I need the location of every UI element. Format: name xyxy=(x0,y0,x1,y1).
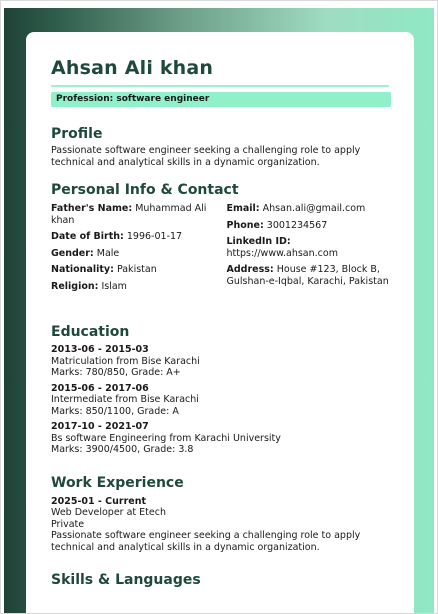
field-linkedin xyxy=(227,236,391,259)
section-title-education: Education xyxy=(51,324,130,340)
education-desc: Bs software Engineering from Karachi University xyxy=(51,432,281,444)
section-title-skills-languages: Skills & Languages xyxy=(51,572,201,588)
work-item xyxy=(51,496,390,554)
field-label: Religion: xyxy=(51,280,99,292)
field-date-of-birth xyxy=(51,231,219,243)
field-value: https://www.ahsan.com xyxy=(226,247,338,259)
field-phone xyxy=(227,220,391,232)
resume-card xyxy=(26,32,414,614)
personal-info-grid xyxy=(51,203,390,297)
section-title-work-experience: Work Experience xyxy=(51,474,184,491)
profile-text: Passionate software engineer seeking a challenging role to apply technical and analytical skills in a dynamic organization. xyxy=(51,145,361,168)
field-value: Ahsan.ali@gmail.com xyxy=(262,203,366,214)
field-email xyxy=(227,203,391,215)
field-nationality xyxy=(51,264,219,276)
field-label: Date of Birth: xyxy=(51,231,124,242)
work-role: Web Developer at Etech xyxy=(51,507,166,518)
field-label: LinkedIn ID: xyxy=(226,236,291,247)
education-marks: Marks: 780/850, Grade: A+ xyxy=(51,367,181,378)
education-marks: Marks: 850/1100, Grade: A xyxy=(51,405,179,417)
field-address xyxy=(227,264,391,287)
section-title-profile: Profile xyxy=(51,126,103,142)
field-label: Nationality: xyxy=(51,264,114,275)
work-type: Private xyxy=(51,518,85,530)
personal-info-right-column xyxy=(227,203,391,297)
section-title-personal-info: Personal Info & Contact xyxy=(51,182,239,198)
field-value: Muhammad Ali khan xyxy=(51,203,207,226)
field-gender xyxy=(51,248,219,260)
profession-banner: Profession: software engineer xyxy=(51,92,391,107)
education-desc: Intermediate from Bise Karachi xyxy=(51,394,199,405)
education-item xyxy=(51,383,390,418)
field-value: Pakistan xyxy=(116,264,157,275)
work-date: 2025-01 - Current xyxy=(51,495,147,507)
field-label: Address: xyxy=(226,264,274,275)
field-label: Father's Name: xyxy=(51,203,133,214)
education-marks: Marks: 3900/4500, Grade: 3.8 xyxy=(51,444,194,455)
field-fathers-name xyxy=(51,203,219,226)
personal-info-left-column xyxy=(51,203,227,297)
work-desc: Passionate software engineer seeking a challenging role to apply technical and analytical skills in a dynamic organization. xyxy=(51,530,361,553)
education-date: 2015-06 - 2017-06 xyxy=(51,382,149,394)
name-divider xyxy=(51,85,389,87)
education-date: 2017-10 - 2021-07 xyxy=(51,421,149,432)
education-item xyxy=(51,421,390,456)
field-value: 1996-01-17 xyxy=(126,231,183,242)
field-value: House #123, Block B, Gulshan-e-Iqbal, Karachi, Pakistan xyxy=(226,264,389,287)
education-desc: Matriculation from Bise Karachi xyxy=(51,355,200,367)
education-list xyxy=(51,344,390,456)
field-religion xyxy=(51,281,219,293)
education-item xyxy=(51,344,390,379)
education-date: 2013-06 - 2015-03 xyxy=(51,344,149,355)
field-label: Gender: xyxy=(51,247,94,259)
field-label: Phone: xyxy=(226,219,264,231)
candidate-name: Ahsan Ali khan xyxy=(51,57,214,79)
field-label: Email: xyxy=(226,203,260,214)
field-value: 3001234567 xyxy=(266,219,328,231)
field-value: Male xyxy=(96,247,120,259)
field-value: Islam xyxy=(101,280,127,292)
